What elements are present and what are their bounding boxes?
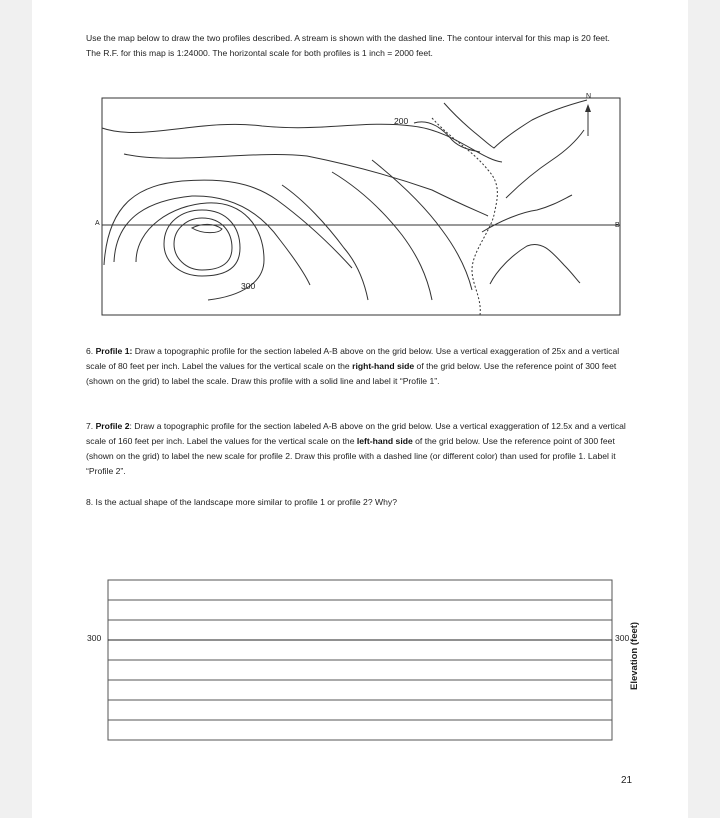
question-6-title: Profile 1: (95, 346, 133, 356)
grid-right-reference-label: 300 (615, 633, 630, 643)
north-label: N (586, 93, 592, 100)
question-7 (86, 419, 638, 479)
question-7-title: Profile 2 (95, 421, 130, 431)
stream-dashed-line (432, 118, 497, 315)
topographic-map (32, 0, 688, 818)
point-b-label: B (615, 222, 620, 229)
profile-grid (108, 580, 612, 740)
elevation-axis-title: Elevation (feet) (629, 621, 640, 690)
question-6-text-part2: of the grid below. Use the reference point of 300 feet (shown on the grid) to label the scale. Draw this profile with a solid line and label it “Profile 1”. (86, 361, 617, 386)
question-6 (86, 344, 638, 389)
contour-line (192, 224, 222, 232)
contour-line (490, 244, 580, 284)
worksheet-page (32, 0, 688, 818)
question-6-text-part1: Draw a topographic profile for the section labeled A-B above on the grid below. Use a vertical exaggeration of 25x and a vertical scale of 80 feet per inch. Label the values for the vertical scale on the (86, 346, 620, 371)
contour-label-300: 300 (241, 281, 256, 291)
contour-line (506, 130, 584, 198)
question-7-number: 7. (86, 421, 94, 431)
contour-label-200: 200 (394, 116, 409, 126)
contour-line (164, 210, 240, 276)
contour-line (114, 196, 310, 285)
contour-line (104, 180, 352, 268)
contour-line (332, 172, 432, 300)
grid-left-reference-label: 300 (87, 633, 102, 643)
contour-line (282, 185, 368, 300)
question-7-bold-text: left-hand side (356, 436, 413, 446)
question-6-bold-text: right-hand side (352, 361, 415, 371)
question-8: 8. Is the actual shape of the landscape more similar to profile 1 or profile 2? Why? (86, 497, 397, 507)
question-7-text-part1: : Draw a topographic profile for the section labeled A-B above on the grid below. Use a vertical exaggeration of 12.5x and a vertical scale of 160 feet per inch. Label the values for the vertical scale on the (86, 421, 626, 446)
contour-line (482, 195, 572, 232)
intro-text: Use the map below to draw the two profiles described. A stream is shown with the dashed line. The contour interval for this map is 20 feet. The R.F. for this map is 1:24000. The horizontal scale for both profiles is 1 inch = 2000 feet. (86, 33, 610, 58)
question-7-text-part2: of the grid below. Use the reference point of 300 feet (shown on the grid) to label the new scale for profile 2. Draw this profile with a dashed line (or different color) than used for profile 1. Label it “Profile 2”. (86, 436, 616, 476)
question-6-number: 6. (86, 346, 94, 356)
page-number: 21 (621, 775, 633, 786)
north-arrow-head (585, 104, 591, 112)
contour-line (124, 154, 488, 216)
contour-line (444, 100, 587, 148)
map-border (102, 98, 620, 315)
contour-line (174, 218, 232, 270)
point-a-label: A (95, 220, 100, 227)
